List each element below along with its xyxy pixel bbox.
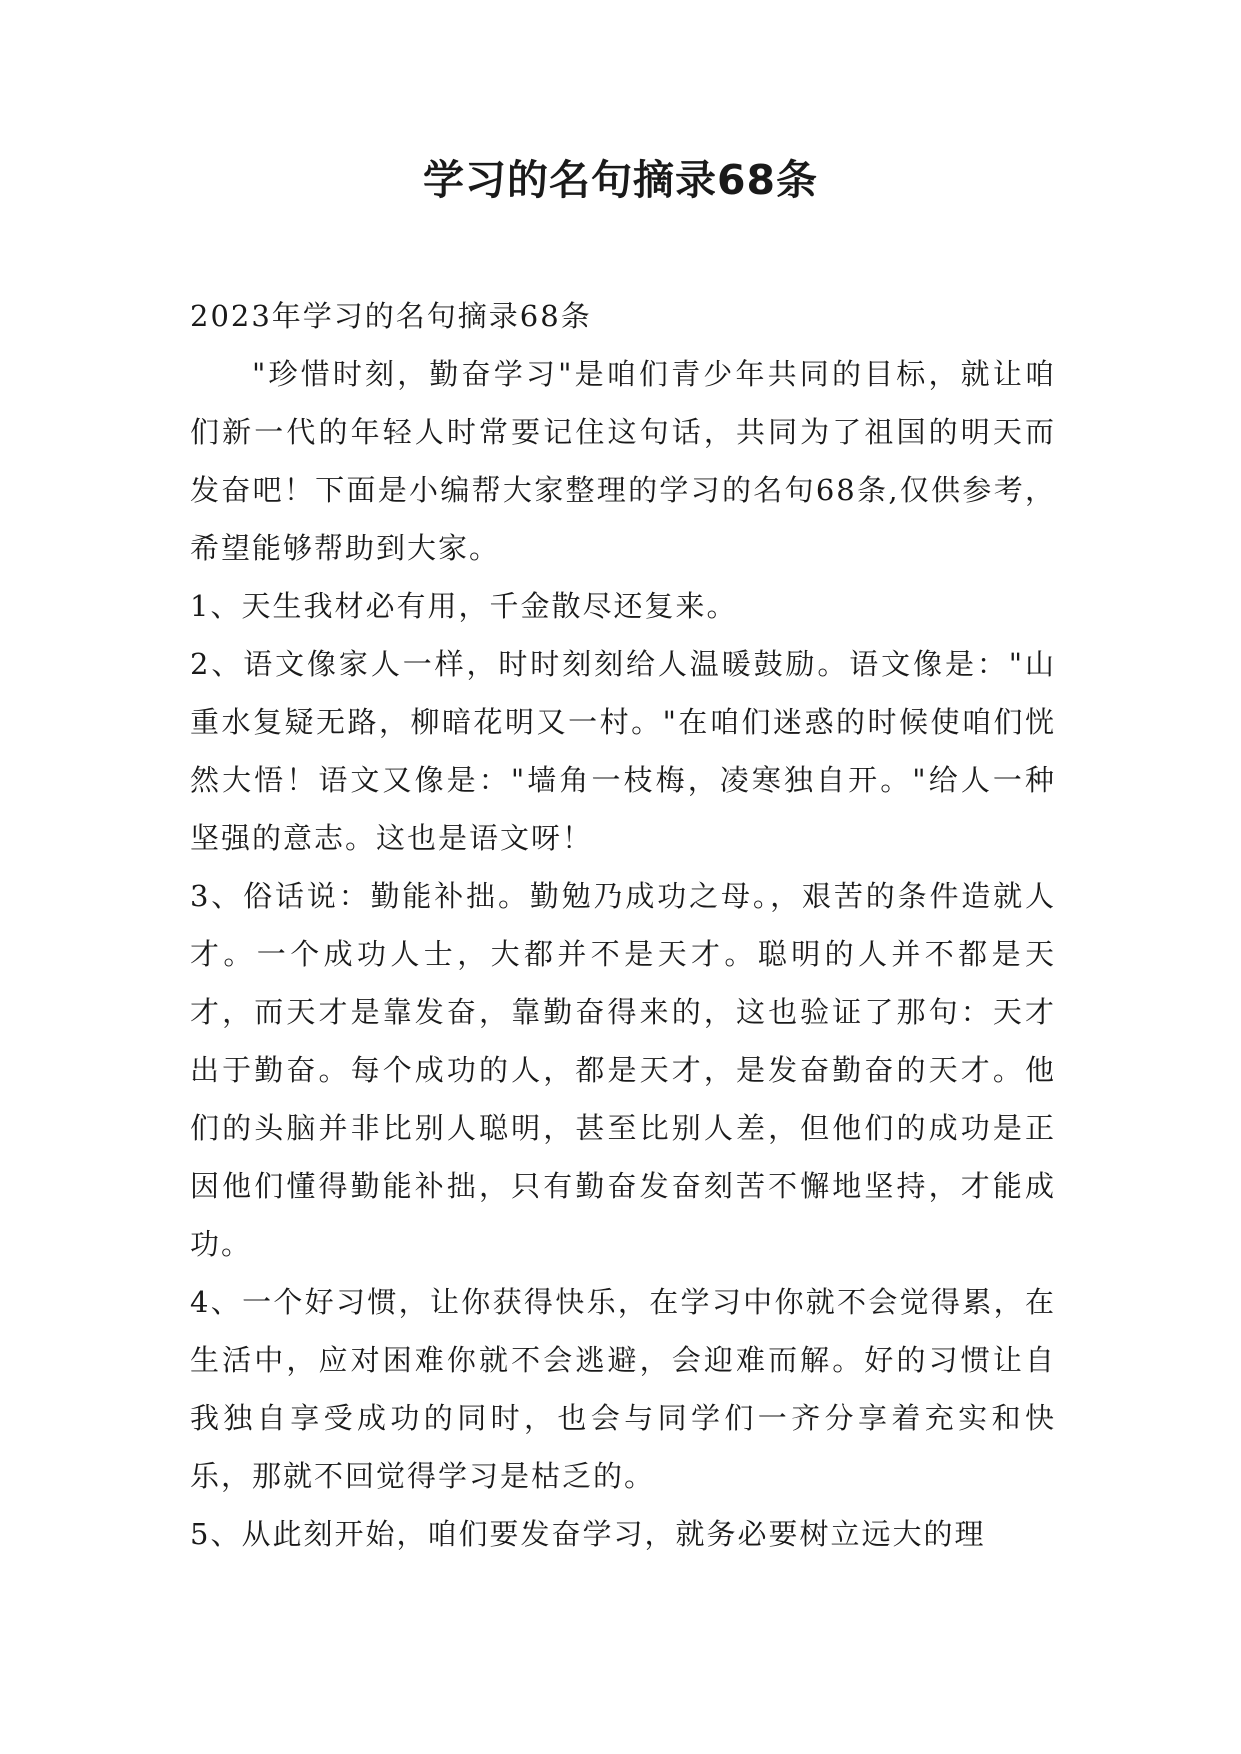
intro-paragraph: "珍惜时刻，勤奋学习"是咱们青少年共同的目标，就让咱们新一代的年轻人时常要记住这句话，共同为了祖国的明天而发奋吧！下面是小编帮大家整理的学习的名句68条,仅供参考，希望能够帮助到大家。 xyxy=(190,357,1056,565)
quote-item-3: 3、俗话说：勤能补拙。勤勉乃成功之母。，艰苦的条件造就人才。一个成功人士，大都并不是天才。聪明的人并不都是天才，而天才是靠发奋，靠勤奋得来的，这也验证了那句：天才出于勤奋。每个成功的人，都是天才，是发奋勤奋的天才。他们的头脑并非比别人聪明，甚至比别人差，但他们的成功是正因他们懂得勤能补拙，只有勤奋发奋刻苦不懈地坚持，才能成功。 xyxy=(190,879,1056,1261)
quote-item-4: 4、一个好习惯，让你获得快乐，在学习中你就不会觉得累，在生活中，应对困难你就不会逃避，会迎难而解。好的习惯让自我独自享受成功的同时，也会与同学们一齐分享着充实和快乐，那就不回觉得学习是枯乏的。 xyxy=(190,1285,1056,1493)
quote-item-2: 2、语文像家人一样，时时刻刻给人温暖鼓励。语文像是："山重水复疑无路，柳暗花明又一村。"在咱们迷惑的时候使咱们恍然大悟！语文又像是："墙角一枝梅，凌寒独自开。"给人一种坚强的意志。这也是语文呀！ xyxy=(190,647,1056,855)
document-title: 学习的名句摘录68条 xyxy=(422,156,819,204)
document-body xyxy=(190,287,1056,1563)
quote-item-5: 5、从此刻开始，咱们要发奋学习，就务必要树立远大的理 xyxy=(190,1517,986,1551)
quote-item-1: 1、天生我材必有用，千金散尽还复来。 xyxy=(190,589,738,623)
document-subtitle: 2023年学习的名句摘录68条 xyxy=(190,299,592,333)
